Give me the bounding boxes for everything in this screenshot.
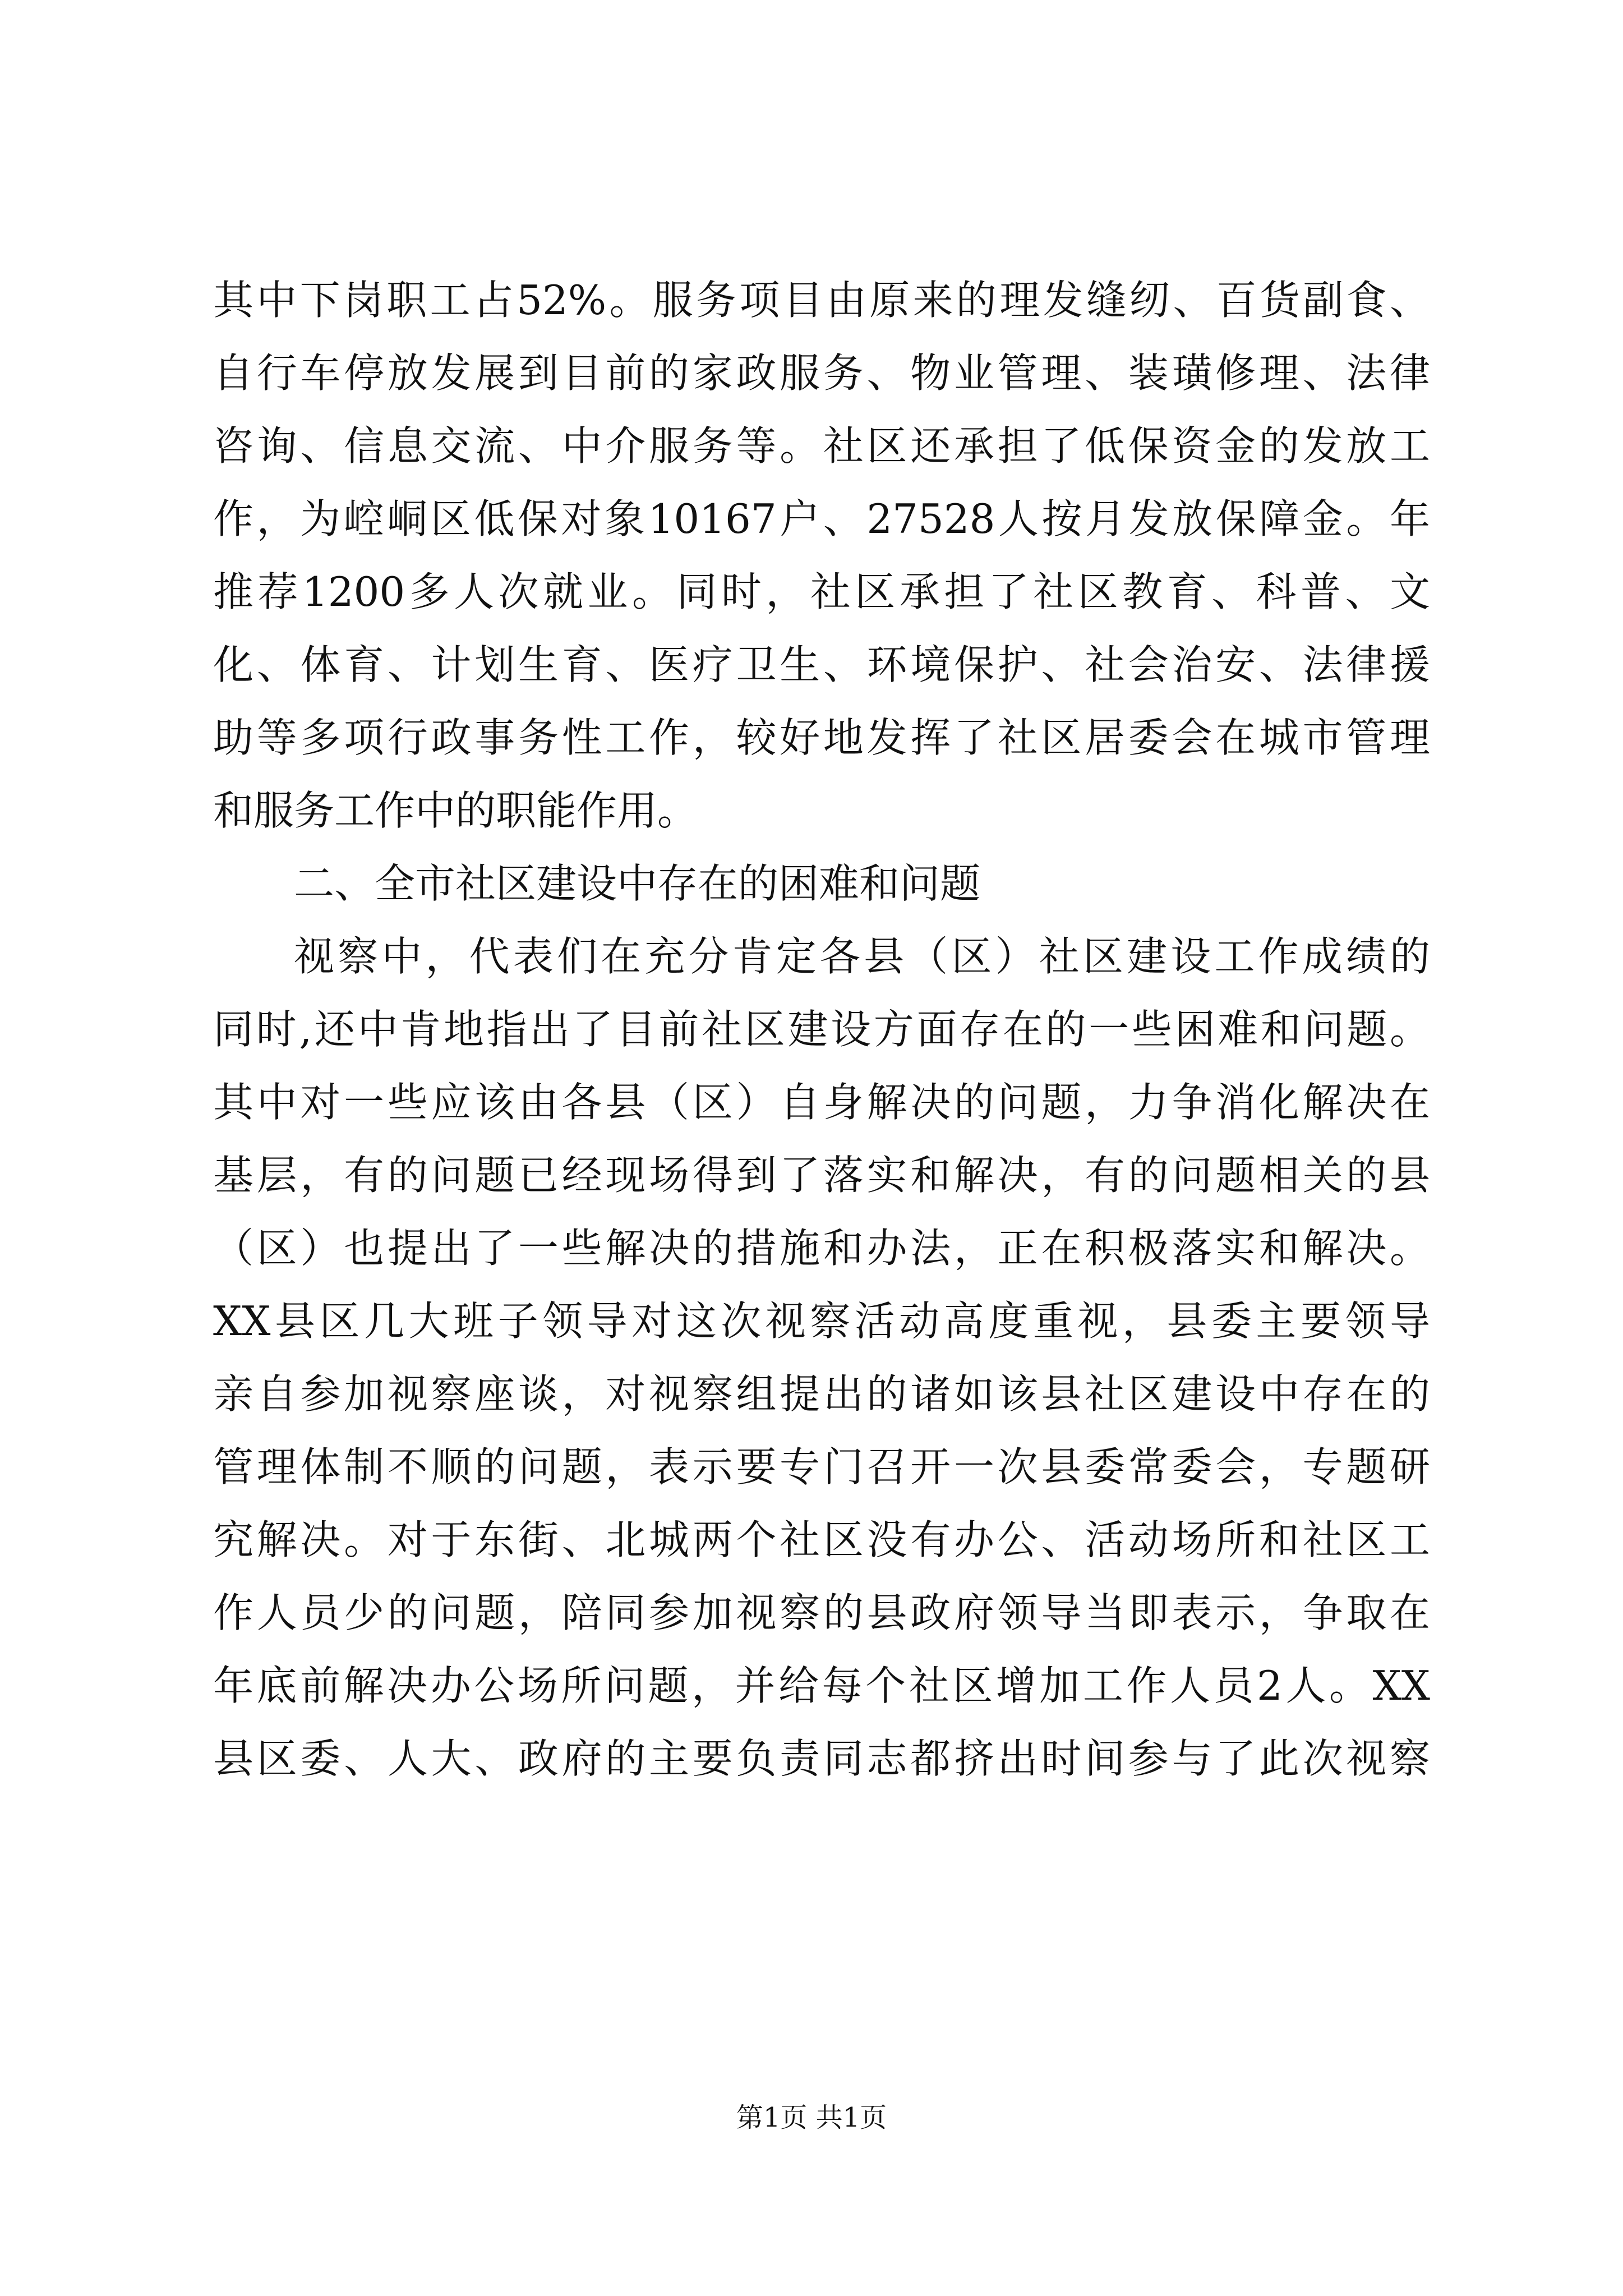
text-line: 其中对一些应该由各县（区）自身解决的问题，力争消化解决在 [213,1079,1430,1126]
text-line: 作人员少的问题，陪同参加视察的县政府领导当即表示，争取在 [213,1589,1430,1636]
section-heading: 二、全市社区建设中存在的困难和问题 [294,860,981,907]
text-line: 亲自参加视察座谈，对视察组提出的诸如该县社区建设中存在的 [213,1370,1430,1418]
text-line: （区）也提出了一些解决的措施和办法，正在积极落实和解决。 [213,1225,1430,1272]
text-line: XX县区几大班子领导对这次视察活动高度重视，县委主要领导 [213,1297,1430,1345]
text-line: 视察中，代表们在充分肯定各县（区）社区建设工作成绩的 [294,933,1430,980]
text-line: 管理体制不顺的问题，表示要专门召开一次县委常委会，专题研 [213,1443,1430,1490]
text-line: 同时,还中肯地指出了目前社区建设方面存在的一些困难和问题。 [213,1006,1430,1053]
text-line: 咨询、信息交流、中介服务等。社区还承担了低保资金的发放工 [213,422,1430,470]
paragraph-continuation [213,264,1430,847]
text-line: 自行车停放发展到目前的家政服务、物业管理、装璜修理、法律 [213,349,1430,397]
text-line: 作，为崆峒区低保对象10167户、27528人按月发放保障金。年 [213,495,1430,542]
text-line: 究解决。对于东街、北城两个社区没有办公、活动场所和社区工 [213,1516,1430,1563]
document-body [213,264,1430,1795]
text-line: 化、体育、计划生育、医疗卫生、环境保护、社会治安、法律援 [213,641,1430,688]
text-line: 基层，有的问题已经现场得到了落实和解决，有的问题相关的县 [213,1152,1430,1199]
text-line: 和服务工作中的职能作用。 [213,787,698,834]
text-line: 县区委、人大、政府的主要负责同志都挤出时间参与了此次视察 [213,1735,1430,1782]
paragraph-main [213,920,1430,1795]
text-line: 其中下岗职工占52%。服务项目由原来的理发缝纫、百货副食、 [213,277,1430,324]
text-line: 年底前解决办公场所问题，并给每个社区增加工作人员2人。XX [213,1662,1430,1709]
text-line: 助等多项行政事务性工作，较好地发挥了社区居委会在城市管理 [213,714,1430,761]
page-footer: 第1页 共1页 [736,2102,887,2133]
text-line: 推荐1200多人次就业。同时，社区承担了社区教育、科普、文 [213,568,1430,615]
